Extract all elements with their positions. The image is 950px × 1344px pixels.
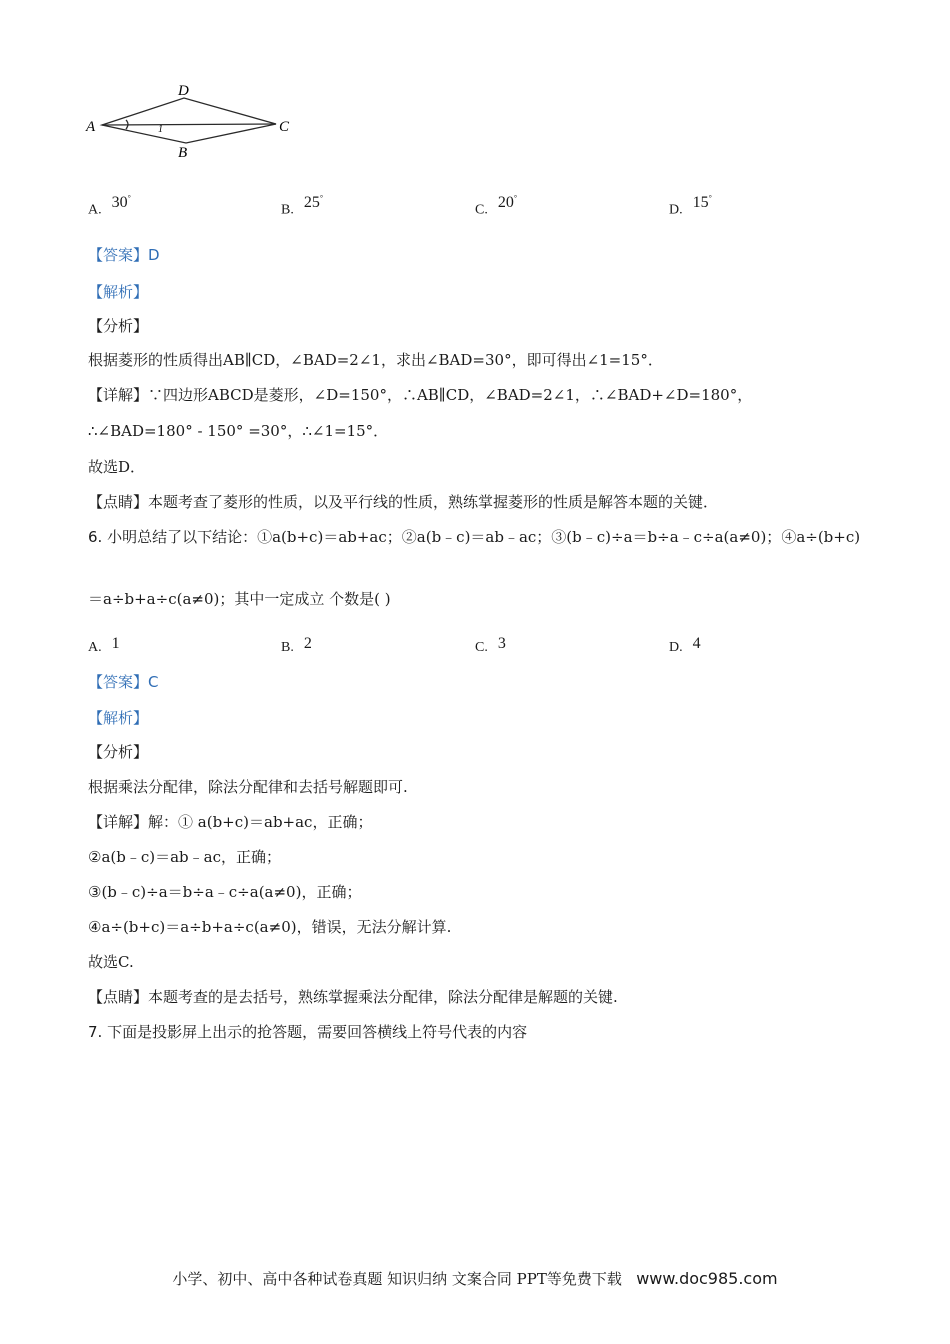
q6-detail-line2: ②a(b﹣c)＝ab﹣ac，正确； [88, 848, 281, 866]
detail-text: ∵四边形ABCD是菱形，∠D=150°，∴AB∥CD，∠BAD=2∠1，∴∠BAD+∠D=180°， [148, 386, 753, 404]
option-label: C. [475, 640, 488, 655]
option-label: D. [669, 640, 683, 655]
page-footer [0, 1268, 950, 1289]
answer-value: C [148, 673, 159, 691]
q5-option-b [281, 194, 324, 218]
option-number: 25 [303, 194, 320, 212]
detail-tag: 【详解】 [88, 386, 149, 404]
comment-text: 本题考查了菱形的性质，以及平行线的性质，熟练掌握菱形的性质是解答本题的关键． [148, 493, 719, 511]
q5-option-a [88, 194, 131, 218]
option-number: 20 [497, 194, 514, 212]
q6-stem-line1 [88, 527, 860, 547]
q6-comment [88, 987, 618, 1007]
q6-stem-line2: ＝a÷b+a÷c(a≠0)；其中一定成立 个数是( ) [88, 590, 391, 608]
option-label: A. [88, 202, 102, 218]
question-number: 7. [88, 1023, 103, 1041]
q6-option-a [88, 635, 120, 656]
comment-tag: 【点睛】 [88, 988, 149, 1006]
comment-tag: 【点睛】 [88, 493, 149, 511]
q6-option-c [475, 635, 506, 656]
detail-text: 解：① a(b+c)＝ab+ac，正确； [148, 813, 373, 831]
q5-detail-line1 [88, 385, 752, 405]
q6-fenxi-text: 根据乘法分配律，除法分配律和去括号解题即可. [88, 778, 408, 796]
q6-option-b [281, 635, 312, 656]
q6-detail-line3: ③(b﹣c)÷a＝b÷a﹣c÷a(a≠0)，正确； [88, 883, 362, 901]
option-label: C. [475, 202, 488, 218]
detail-tag: 【详解】 [88, 813, 149, 831]
option-value: 4 [692, 635, 701, 652]
stem-text: 下面是投影屏上出示的抢答题，需要回答横线上符号代表的内容 [107, 1023, 528, 1041]
q5-analysis-tag: 【解析】 [88, 283, 149, 301]
vertex-label-b: B [178, 145, 188, 161]
q5-option-c [475, 194, 518, 218]
q6-detail-line1 [88, 812, 372, 832]
vertex-label-d: D [178, 83, 189, 99]
q6-detail-line4: ④a÷(b+c)＝a÷b+a÷c(a≠0)，错误，无法分解计算. [88, 918, 452, 936]
angle-label-1: 1 [158, 124, 163, 135]
degree-mark: ° [708, 194, 712, 203]
q5-fenxi-text: 根据菱形的性质得出AB∥CD，∠BAD=2∠1，求出∠BAD=30°，即可得出∠1=15°． [88, 351, 663, 369]
degree-mark: ° [127, 194, 131, 203]
footer-url[interactable]: www.doc985.com [636, 1269, 778, 1288]
option-value [304, 194, 323, 211]
option-value [693, 194, 712, 211]
answer-value: D [148, 246, 160, 264]
degree-mark: ° [319, 194, 324, 203]
vertex-label-c: C [279, 119, 290, 135]
option-value [112, 194, 131, 211]
option-number: 30 [111, 194, 128, 212]
rhombus-figure [84, 80, 304, 162]
option-label: D. [669, 202, 683, 218]
answer-tag: 【答案】 [88, 246, 149, 264]
vertex-label-a: A [86, 119, 96, 135]
q5-answer [88, 245, 160, 265]
option-number: 15 [692, 194, 709, 212]
q6-answer [88, 672, 159, 692]
q6-choose: 故选C. [88, 953, 134, 971]
option-value: 3 [497, 635, 506, 652]
option-label: B. [281, 202, 294, 218]
footer-text: 小学、初中、高中各种试卷真题 知识归纳 文案合同 PPT等免费下载 [172, 1270, 622, 1288]
option-value [498, 194, 517, 211]
question-number: 6. [88, 528, 103, 546]
comment-text: 本题考查的是去括号，熟练掌握乘法分配律，除法分配律是解题的关键. [148, 988, 618, 1006]
q6-option-d [669, 635, 701, 656]
q5-fenxi-tag: 【分析】 [88, 317, 149, 335]
option-label: A. [88, 640, 102, 655]
option-label: B. [281, 640, 294, 655]
q5-option-d [669, 194, 712, 218]
q7-stem [88, 1022, 527, 1042]
answer-tag: 【答案】 [88, 673, 149, 691]
q6-analysis-tag: 【解析】 [88, 709, 149, 727]
option-value: 2 [303, 635, 312, 652]
q6-fenxi-tag: 【分析】 [88, 743, 149, 761]
stem-text: 小明总结了以下结论：①a(b+c)＝ab+ac；②a(b﹣c)＝ab﹣ac；③(b﹣c)÷a＝b÷a﹣c÷a(a≠0)；④a÷(b+c) [107, 528, 861, 546]
q5-comment [88, 492, 718, 512]
q5-choose: 故选D． [88, 458, 146, 476]
q5-detail-line2: ∴∠BAD=180° - 150° =30°，∴∠1=15°． [88, 422, 389, 440]
degree-mark: ° [513, 194, 518, 203]
option-value: 1 [111, 635, 120, 652]
